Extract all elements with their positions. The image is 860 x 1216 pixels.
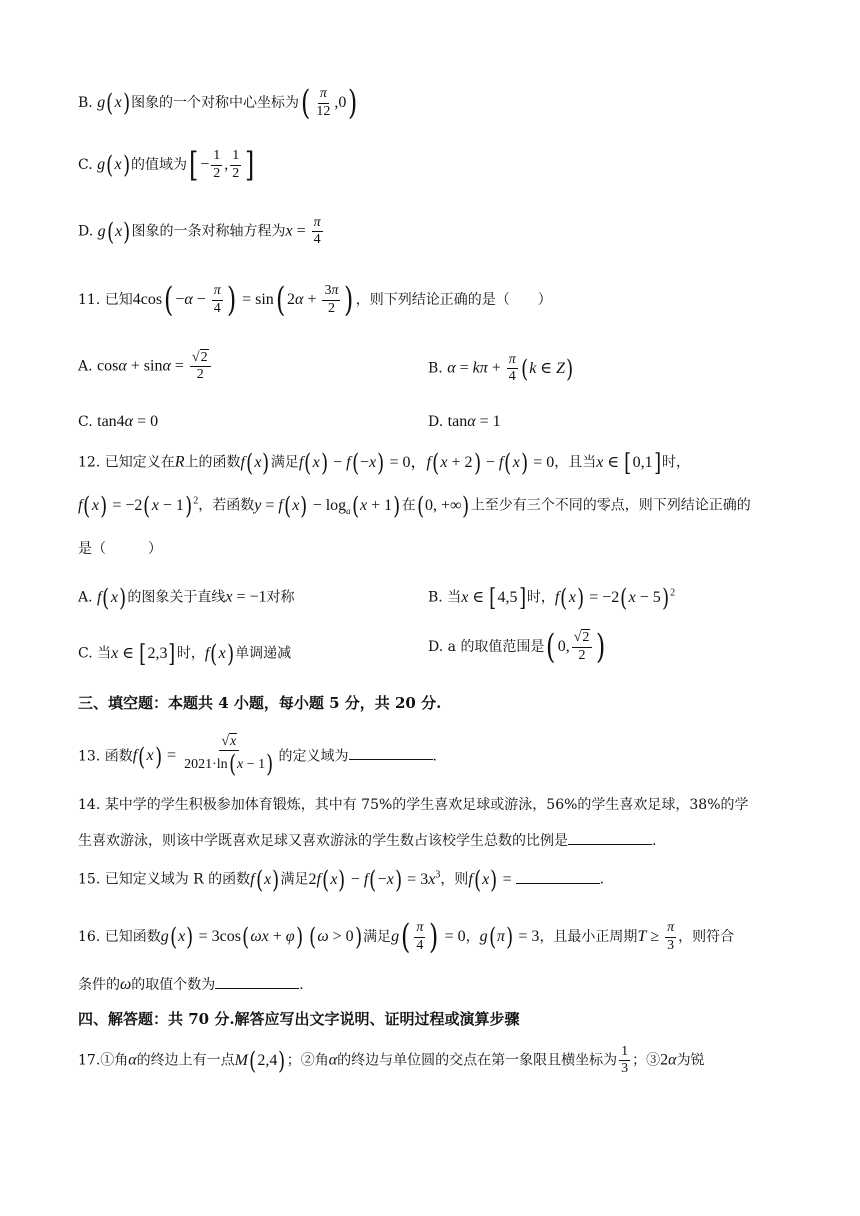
q13: 13. 函数f(x) = $\frac{√x}{2021\cdot\ln(x - 1)}$ 的定义域为 .	[78, 734, 437, 779]
q11-stem: 11. 已知4cos( −α − $\frac{\pi}{4}$ ) = sin( 2α + $\frac{3\pi}{2}$ ) ，则下列结论正确的是（ ）	[78, 280, 552, 320]
q17-line1: 17.①角α的终边上有一点M(2,4)；②角α的终边与单位圆的交点在第一象限且横坐标为 $\frac{1}{3}$ ；③2α为锐	[78, 1044, 705, 1077]
q11-option-a: A. cosα + sinα = $\frac{√2}{2}$	[78, 350, 213, 383]
q13-answer-blank[interactable]	[349, 747, 433, 760]
q15: 15. 已知定义域为 R 的函数f(x)满足$2f(x) - f(-x) = 3x^3$，则f(x) = .	[78, 866, 605, 894]
q14-line2: 生喜欢游泳，则该中学既喜欢足球又喜欢游泳的学生数占该校学生总数的比例是 .	[78, 833, 657, 849]
q12-stem-line2: $f(x) = -2(x - 1)^2$，若函数$y = f(x) - \log_a(x + 1)$在(0, +∞)上至少有三个不同的零点，则下列结论正确的	[78, 492, 751, 520]
q11-option-b: B. α = kπ + $\frac{\pi}{4}$ (k ∈ Z)	[428, 352, 574, 385]
q16-answer-blank[interactable]	[215, 976, 299, 989]
q12-stem-line1: 12. 已知定义在R上的函数f(x)满足f(x) − f(−x) = 0，f(x + 2) − f(x) = 0，且当x ∈ [0,1]时，	[78, 449, 690, 477]
q15-answer-blank[interactable]	[516, 871, 600, 884]
q10-option-d: D. g(x)图象的一条对称轴方程为x = $\frac{\pi}{4}$	[78, 215, 321, 248]
q12-option-a: A. f(x)的图象关于直线x = −1对称	[78, 584, 295, 612]
q16-line1: 16. 已知函数g(x) = 3cos(ωx + φ) (ω > 0)满足g( $\frac{\pi}{4}$ ) = 0，g(π) = 3，且最小正周期T ≥ $\frac{\pi}{3}$ ，则符合	[78, 917, 735, 957]
section-4-title: 四、解答题：共 70 分.解答应写出文字说明、证明过程或演算步骤	[78, 1010, 520, 1028]
q14-answer-blank[interactable]	[568, 832, 652, 845]
q12-option-c: C. 当x ∈ [2,3]时，f(x)单调递减	[78, 640, 292, 668]
q10-option-c: C. g(x)的值域为[ − $\frac{1}{2}$ , $\frac{1}{2}$ ]	[78, 145, 255, 185]
q10-option-b: B. g(x)图象的一个对称中心坐标为( $\frac{\pi}{12}$ ,0)	[78, 83, 358, 123]
section-3-title: 三、填空题：本题共 4 小题，每小题 5 分，共 20 分.	[78, 694, 442, 712]
q16-line2: 条件的ω的取值个数为 .	[78, 976, 304, 993]
q12-stem-line3: 是（ ）	[78, 541, 162, 557]
q12-option-b: B. 当x ∈ [4,5]时，$f(x) = -2(x - 5)^2$	[428, 584, 676, 612]
q11-option-d: D. tanα = 1	[428, 413, 501, 430]
q14-line1: 14. 某中学的学生积极参加体育锻炼，其中有 75%的学生喜欢足球或游泳，56%的学生喜欢足球，38%的学	[78, 797, 749, 813]
q12-option-d: D. a 的取值范围是( 0, $\frac{√2}{2}$ )	[428, 627, 606, 667]
q11-option-c: C. tan4α = 0	[78, 413, 159, 430]
